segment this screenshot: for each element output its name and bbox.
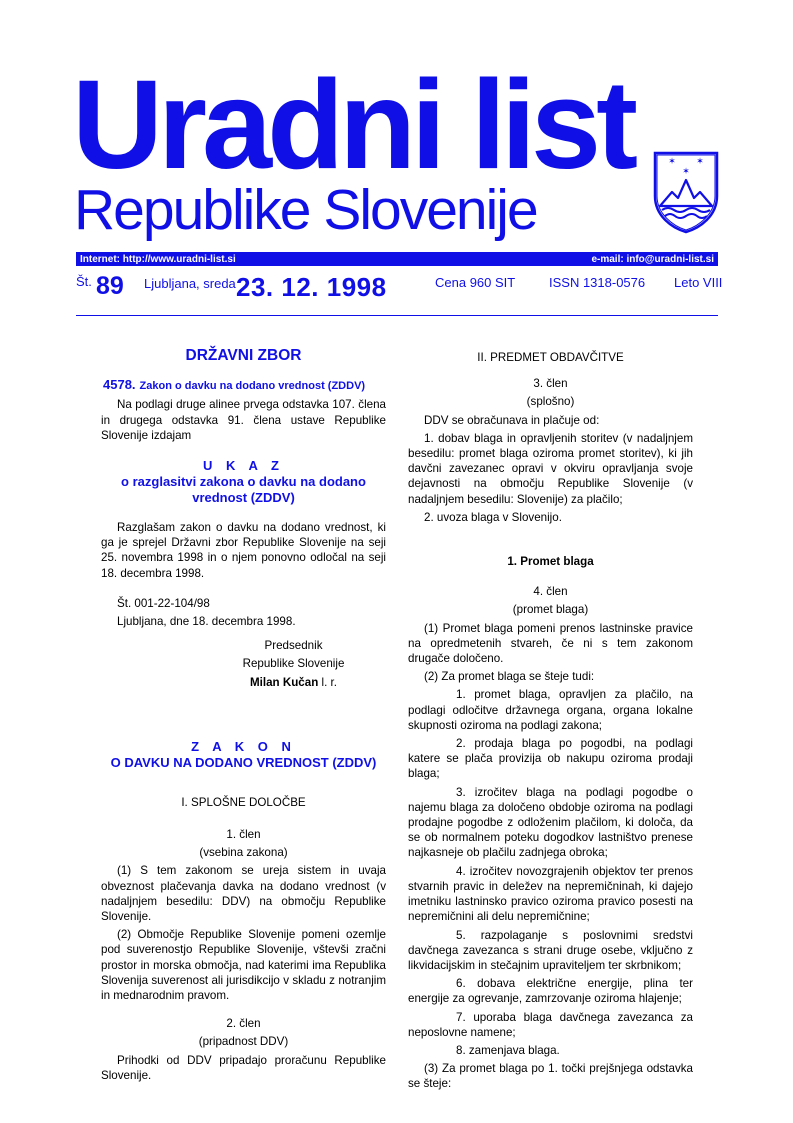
signer-role-1: Predsednik — [264, 639, 323, 653]
law-heading — [101, 739, 386, 771]
header-divider — [76, 315, 718, 316]
issue-number-label: Št. — [76, 274, 92, 289]
left-column — [101, 330, 386, 1086]
article-4-item-2: 2. prodaja blaga po pogodbi, na podlagi katere se plača provizija ob nakupu oziroma prodaji blaga; — [408, 737, 693, 781]
reference-date: Ljubljana, dne 18. decembra 1998. — [117, 615, 296, 629]
svg-text:✶: ✶ — [696, 156, 704, 166]
law-title: O DAVKU NA DODANO VREDNOST (ZDDV) — [110, 754, 377, 770]
article-3-lead: DDV se obračunava in plačuje od: — [424, 413, 600, 427]
masthead-title: Uradni list — [72, 54, 634, 195]
article-2-paragraph-1: Prihodki od DDV pripadajo proračunu Republike Slovenije. — [101, 1053, 386, 1082]
act-title: Zakon o davku na dodano vrednost (ZDDV) — [139, 380, 366, 393]
article-4-number: 4. člen — [533, 585, 568, 599]
article-4-item-5: 5. razpolaganje s poslovnimi sredstvi davčnega zavezanca s strani druge osebe, vključno z likvidacijskim in stečajnim upraviteljem ter skrbnikom; — [408, 928, 693, 972]
article-4-paragraph-3: (3) Za promet blaga po 1. točki prejšnjega odstavka se šteje: — [408, 1062, 693, 1091]
article-4-item-7: 7. uporaba blaga davčnega zavezanca za neposlovne namene; — [408, 1010, 693, 1039]
article-4-item-1: 1. promet blaga, opravljen za plačilo, na podlagi odločitve državnega organa, organa lokalne skupnosti oziroma na podlagi zakona; — [408, 688, 693, 732]
intro-paragraph: Na podlagi druge alinee prvega odstavka 107. člena in drugega odstavka 91. člena ustave Republike Slovenije izdajam — [101, 398, 386, 442]
contact-bar — [76, 252, 718, 266]
svg-text:✶: ✶ — [668, 156, 676, 166]
article-4-item-8: 8. zamenjava blaga. — [456, 1043, 560, 1057]
subsection-title: 1. Promet blaga — [507, 555, 594, 569]
issue-info — [76, 272, 723, 302]
signer — [201, 675, 386, 690]
issue-price: Cena 960 SIT — [435, 275, 516, 290]
article-4-paragraph-2: (2) Za promet blaga se šteje tudi: — [424, 670, 595, 684]
issue-place-day: Ljubljana, sreda — [144, 276, 236, 291]
masthead-subtitle: Republike Slovenije — [74, 178, 537, 242]
article-4-paragraph-1: (1) Promet blaga pomeni prenos lastninske pravice na opredmetenih stvareh, če ni s tem zakonom drugače določeno. — [408, 621, 693, 666]
signature-block — [101, 638, 386, 690]
article-3-number: 3. člen — [533, 377, 568, 391]
signer-name: Milan Kučan — [250, 675, 319, 689]
signer-suffix: l. r. — [318, 675, 337, 689]
article-3-item-1: 1. dobav blaga in opravljenih storitev (v nadaljnjem besedilu: promet blaga oziroma promet storitev), ki jih davčni zavezanec opravi v okviru opravljanja svoje dejavnosti na območju Republike Slovenije (v nadaljnjem besedilu: Slovenije) za plačilo; — [408, 431, 693, 506]
law-word: Z A K O N — [191, 738, 296, 754]
article-1-paragraph-1: (1) S tem zakonom se ureja sistem in uvaja obveznost plačevanja davka na dodano vrednost (v nadaljnjem besedilu: DDV) na območju Republike Slovenije. — [101, 864, 386, 924]
right-column — [408, 330, 693, 1095]
subsection-heading — [408, 554, 693, 569]
act-number: 4578. — [103, 377, 136, 393]
article-3-item-2: 2. uvoza blaga v Slovenijo. — [424, 510, 562, 524]
website-link[interactable]: Internet: http://www.uradni-list.si — [80, 253, 236, 265]
article-4-item-4: 4. izročitev novozgrajenih objektov ter prenos stvarnih pravic in deležev na nepremičninah, ki dajejo imetniku lastninsko pravico oziroma pravico posesti na nepremičnini ali delu nepremičnine; — [408, 864, 693, 924]
article-4-subtitle: (promet blaga) — [512, 603, 589, 617]
article-1-number: 1. člen — [226, 828, 261, 842]
issue-number: 89 — [96, 272, 124, 300]
chapter-heading-1: I. SPLOŠNE DOLOČBE — [181, 795, 306, 809]
section-heading: DRŽAVNI ZBOR — [185, 347, 302, 364]
email-link[interactable]: e-mail: info@uradni-list.si — [591, 253, 714, 265]
article-1-subtitle: (vsebina zakona) — [199, 846, 288, 860]
issue-issn: ISSN 1318-0576 — [549, 275, 646, 290]
slovenia-coat-of-arms-icon — [652, 150, 720, 234]
svg-text:✶: ✶ — [682, 166, 690, 176]
article-2-subtitle: (pripadnost DDV) — [198, 1035, 289, 1049]
article-1-paragraph-2: (2) Območje Republike Slovenije pomeni ozemlje pod suverenostjo Republike Slovenije, vštevši zračni prostor in morska območja, nad katerimi ima Republika Slovenija suverenost ali jurisdikcijo v skladu z notranjim in mednarodnim pravom. — [101, 928, 386, 1003]
article-4-item-3: 3. izročitev blaga na podlagi pogodbe o najemu blaga za določeno obdobje oziroma na podlagi prodajne pogodbe z odloženim plačilom, ki določa, da se ob normalnem poteku dogodkov lastništvo prenese najkasneje ob plačilu zadnjega obroka; — [408, 785, 693, 860]
article-3-subtitle: (splošno) — [526, 395, 575, 409]
proclamation-paragraph: Razglašam zakon o davku na dodano vrednost, ki ga je sprejel Državni zbor Republike Slovenije na seji 25. novembra 1998 in o njem ponovno odločal na seji 18. decembra 1998. — [101, 521, 386, 580]
article-4-item-6: 6. dobava električne energije, plina ter energije za ogrevanje, zamrzovanje oziroma hlajenje; — [408, 977, 693, 1006]
signer-role-2: Republike Slovenije — [242, 657, 345, 671]
reference-number: Št. 001-22-104/98 — [117, 596, 210, 610]
decree-word: U K A Z — [203, 458, 284, 474]
issue-date: 23. 12. 1998 — [236, 272, 387, 302]
decree-heading — [101, 458, 386, 506]
act-heading — [101, 377, 386, 394]
issue-year: Leto VIII — [674, 275, 723, 290]
decree-title: o razglasitvi zakona o davku na dodano vrednost (ZDDV) — [121, 474, 366, 506]
chapter-heading-2: II. PREDMET OBDAVČITVE — [477, 351, 624, 364]
article-2-number: 2. člen — [226, 1017, 261, 1031]
